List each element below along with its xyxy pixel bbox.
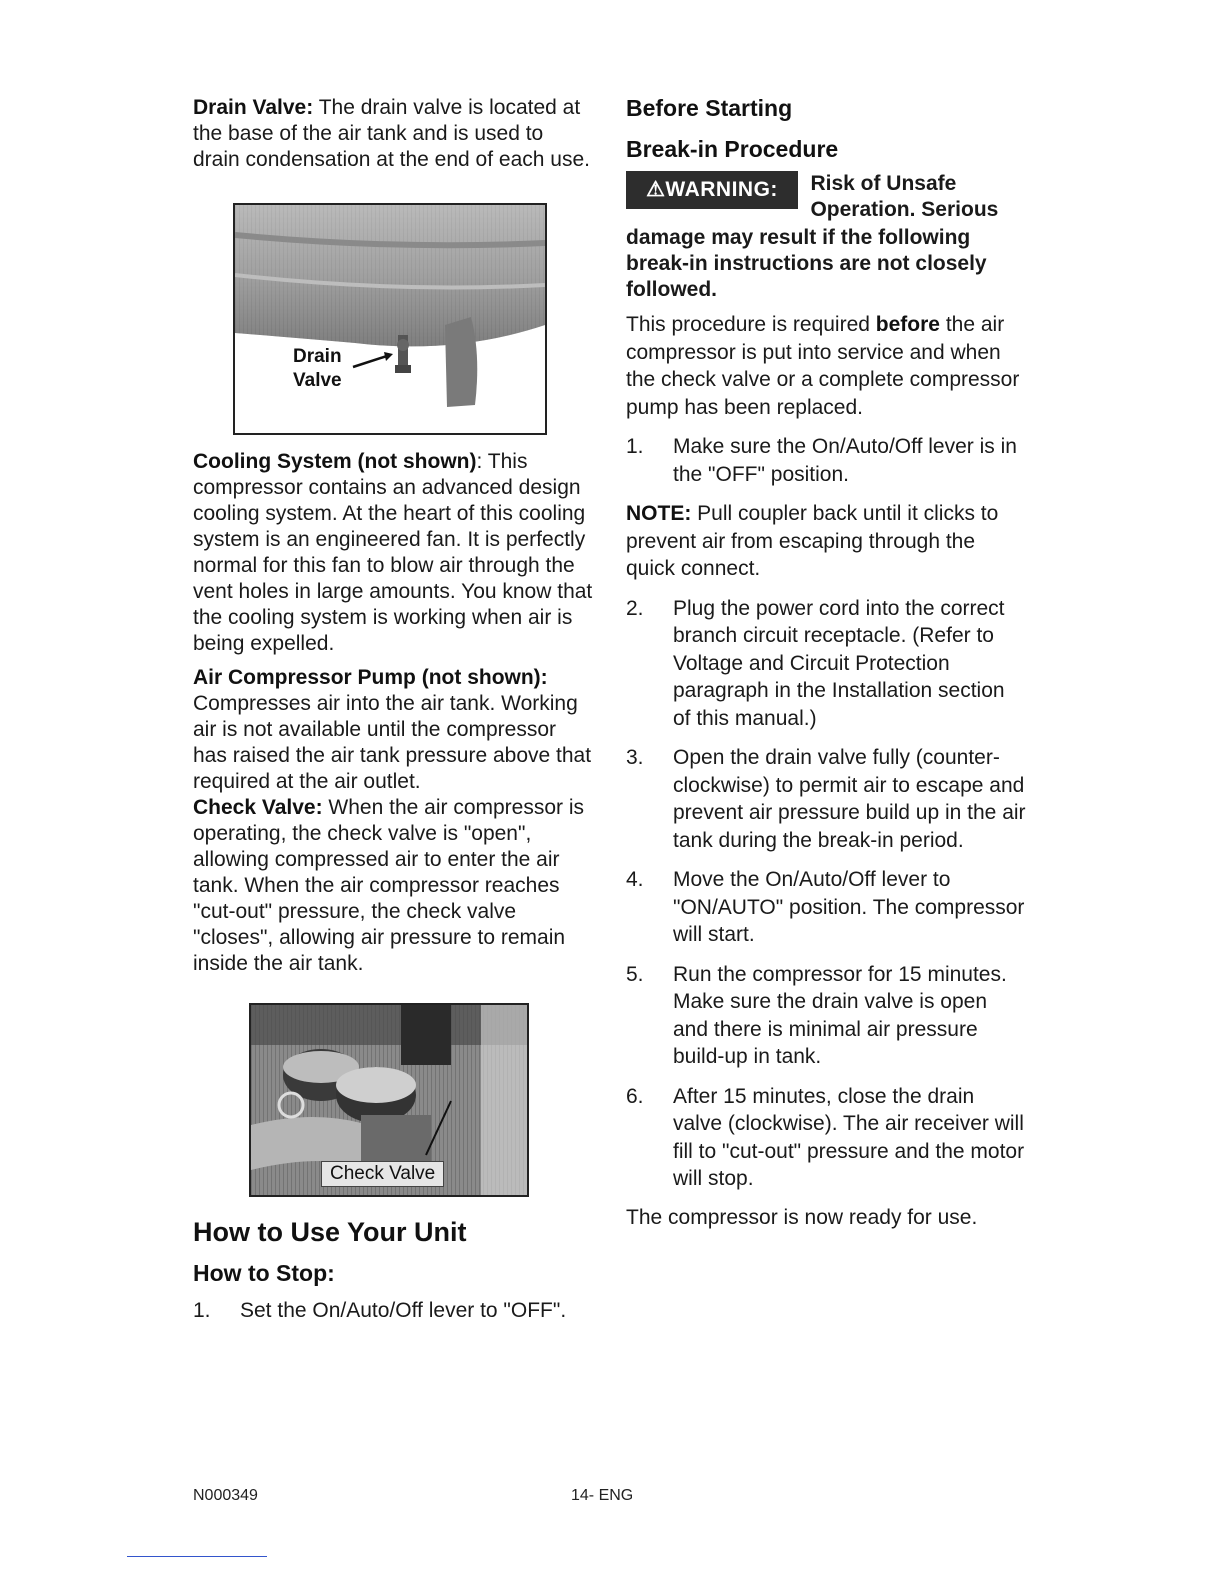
drain-valve-illustration <box>235 205 545 433</box>
cooling-text: : This compressor contains an advanced design cooling system. At the heart of this cooling system is an engineered fan. It is perfectly normal for this fan to blow air through the vent holes in large amounts. You know that the cooling system is working when air is being expelled. <box>193 450 593 655</box>
step-number: 1. <box>626 435 644 458</box>
break-in-steps-a <box>626 433 1026 488</box>
step-text: Run the compressor for 15 minutes. Make sure the drain valve is open and there is minimal air pressure build-up in tank. <box>673 962 1007 1068</box>
warning-heading <box>810 171 998 223</box>
note-label: NOTE: <box>626 502 692 525</box>
step-number: 3. <box>626 746 644 769</box>
pump-term: Air Compressor Pump (not shown): <box>193 666 548 689</box>
step-number: 5. <box>626 962 644 986</box>
drain-valve-text: The drain valve is located at the base of the air tank and is used to drain condensation at the end of each use. <box>193 96 590 171</box>
left-column <box>193 95 593 1337</box>
intro-paragraph <box>626 311 1026 421</box>
step-text: Set the On/Auto/Off lever to "OFF". <box>240 1299 567 1322</box>
warning-badge: ⚠WARNING: <box>626 171 798 209</box>
how-to-stop-heading: How to Stop: <box>193 1260 335 1286</box>
check-valve-text: When the air compressor is operating, the check valve is "open", allowing compressed air to enter the air tank. When the air compressor reaches "cut-out" pressure, the check valve "closes", allowing air pressure to remain inside the air tank. <box>193 796 585 975</box>
pump-text: Compresses air into the air tank. Working air is not available until the compressor has raised the air tank pressure above that required at the air outlet. <box>193 692 592 793</box>
list-item <box>193 1297 593 1325</box>
how-to-use-heading: How to Use Your Unit <box>193 1217 467 1247</box>
list-item <box>626 1083 1026 1193</box>
intro-text-b: the air compressor is put into service and when the check valve or a complete compressor pump has been replaced. <box>626 313 1020 419</box>
step-number: 4. <box>626 868 644 891</box>
step-text: Plug the power cord into the correct branch circuit receptacle. (Refer to Voltage and Circuit Protection paragraph in the Installation section of this manual.) <box>673 596 1005 730</box>
step-text: Open the drain valve fully (counter-clockwise) to permit air to escape and prevent air pressure build up in the air tank during the break-in period. <box>673 746 1026 852</box>
page-number: 14- ENG <box>571 1487 634 1504</box>
check-valve-paragraph <box>193 795 593 977</box>
drain-valve-photo <box>233 203 547 435</box>
warning-rest: damage may result if the following break-in instructions are not closely followed. <box>626 226 987 301</box>
drain-label-line1: Drain <box>293 346 342 367</box>
footer-rule <box>127 1556 267 1557</box>
intro-bold: before <box>875 313 940 336</box>
before-starting-heading: Before Starting <box>626 95 793 121</box>
warning-line2: Operation. Serious <box>810 198 999 221</box>
cooling-term: Cooling System (not shown) <box>193 450 477 473</box>
stop-steps-list <box>193 1297 593 1325</box>
drain-label-line2: Valve <box>293 370 342 391</box>
document-code: N000349 <box>193 1487 258 1504</box>
warning-line1: Risk of Unsafe <box>810 172 957 195</box>
step-text: Make sure the On/Auto/Off lever is in the "OFF" position. <box>673 435 1017 486</box>
check-valve-photo <box>249 1003 529 1197</box>
step-text: Move the On/Auto/Off lever to "ON/AUTO" position. The compressor will start. <box>673 868 1025 946</box>
step-number: 1. <box>193 1299 211 1322</box>
drain-valve-term: Drain Valve: <box>193 96 314 119</box>
drain-valve-label <box>293 345 342 393</box>
break-in-steps-b <box>626 595 1026 1193</box>
pump-paragraph <box>193 665 593 795</box>
break-in-heading: Break-in Procedure <box>626 136 839 162</box>
check-valve-label: Check Valve <box>321 1161 444 1187</box>
closing-line: The compressor is now ready for use. <box>626 1205 978 1229</box>
cooling-paragraph <box>193 449 593 657</box>
intro-text-a: This procedure is required <box>626 313 876 336</box>
list-item <box>626 961 1026 1071</box>
warning-block <box>626 171 1026 223</box>
list-item <box>626 866 1026 949</box>
right-column <box>626 95 1026 1231</box>
note-paragraph <box>626 500 1026 583</box>
step-number: 6. <box>626 1084 644 1108</box>
step-number: 2. <box>626 596 644 620</box>
list-item <box>626 595 1026 733</box>
list-item <box>626 744 1026 854</box>
drain-valve-paragraph <box>193 95 593 173</box>
check-valve-term: Check Valve: <box>193 796 323 819</box>
list-item <box>626 433 1026 488</box>
note-text: Pull coupler back until it clicks to prevent air from escaping through the quick connect. <box>626 502 999 580</box>
step-text: After 15 minutes, close the drain valve (clockwise). The air receiver will fill to "cut-out" pressure and the motor will stop. <box>673 1084 1025 1190</box>
